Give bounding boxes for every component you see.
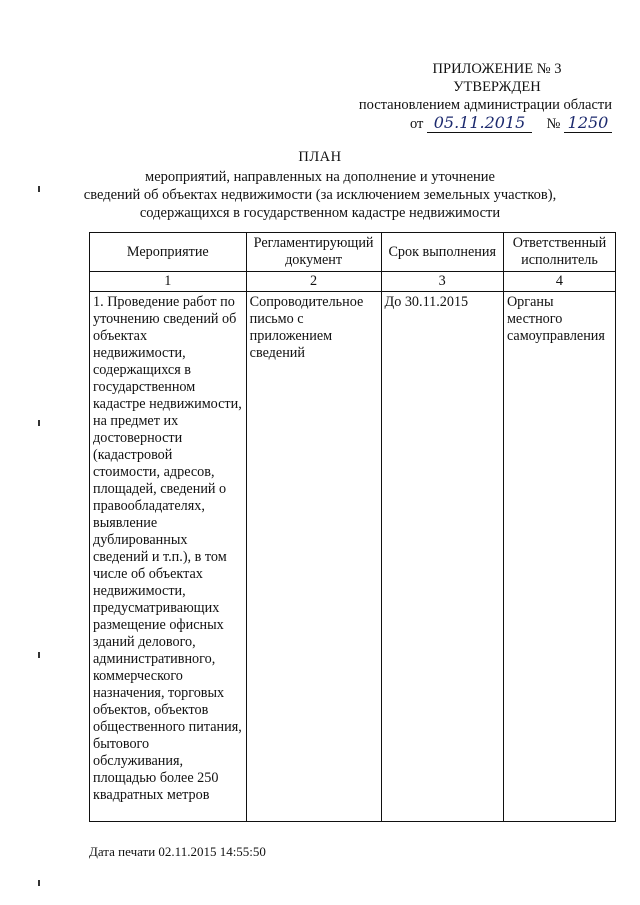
number-prefix: № [546,116,561,132]
plan-table [89,232,616,822]
responsible-cell: Органы местного самоуправления [503,292,615,822]
scan-mark [38,420,40,426]
approved-label: УТВЕРЖДЕН [453,79,541,95]
document-cell: Сопроводительное письмо с приложением сведений [246,292,381,822]
scan-mark [38,880,40,886]
plan-subtitle-line-1: мероприятий, направленных на дополнение и уточнение [145,169,495,185]
header-deadline: Срок выполнения [381,233,503,272]
scan-mark [38,186,40,192]
header-activity: Мероприятие [90,233,247,272]
column-number: 4 [503,272,615,292]
print-date: Дата печати 02.11.2015 14:55:50 [89,844,266,859]
table-header-row [90,233,616,272]
resolution-label: постановлением администрации области [358,97,612,113]
table-row [90,292,616,822]
column-number: 2 [246,272,381,292]
approval-stamp [312,60,612,133]
date-number-line [312,114,612,133]
number-value: 1250 [564,114,612,133]
appendix-label: ПРИЛОЖЕНИЕ № 3 [432,61,562,77]
plan-subtitle-line-3: содержащихся в государственном кадастре недвижимости [139,205,501,221]
plan-subtitle-line-2: сведений об объектах недвижимости (за исключением земельных участков), [83,187,557,203]
column-number: 1 [90,272,247,292]
deadline-cell: До 30.11.2015 [381,292,503,822]
plan-heading: ПЛАН [298,149,342,165]
header-document: Регламентирующий документ [246,233,381,272]
date-prefix: от [410,116,424,132]
date-value: 05.11.2015 [427,114,532,133]
column-number: 3 [381,272,503,292]
header-responsible: Ответственный исполнитель [503,233,615,272]
activity-cell: 1. Проведение работ по уточнению сведений об объектах недвижимости, содержащихся в государственном кадастре недвижимости, на предмет их достоверности (кадастровой стоимости, адресов, площадей, сведений о правообладателях, выявление дублированных сведений и т.п.), в том числе об объектах недвижимости, предусматривающих размещение офисных зданий делового, административного, коммерческого назначения, торговых объектов, объектов общественного питания, бытового обслуживания, площадью более 250 квадратных метров [90,292,247,822]
plan-subtitle [0,168,640,222]
scan-mark [38,652,40,658]
table-number-row [90,272,616,292]
